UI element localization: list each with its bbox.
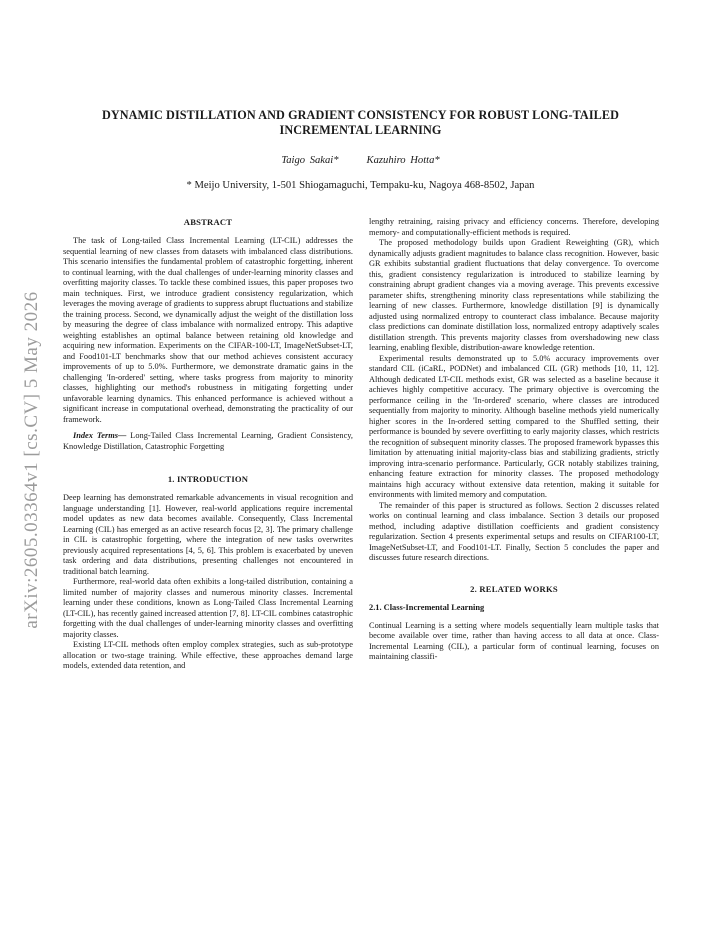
- arxiv-identifier: arXiv:2605.03364v1 [cs.CV] 5 May 2026: [21, 291, 42, 629]
- index-terms: [63, 431, 353, 452]
- author-list: [63, 155, 658, 166]
- body-paragraph: The proposed methodology builds upon Gradient Reweighting (GR), which dynamically adjusts gradient magnitudes to balance class recognition. However, basic GR exhibits substantial gradient fluctuations that delay convergence. To overcome this, gradient consistency regularization is introduced to stabilize learning by constraining abrupt gradient changes via a moving average. This prevents excessive parameter shifts, strengthening minority class representations while stabilizing the learning of new classes. Furthermore, knowledge distillation [9] is dynamically adjusted using normalized entropy to counteract class imbalance. Because majority class predictions can dominate distillation loss, normalized entropy adaptively scales distillation strength. This prevents majority classes from overshadowing new class learning, enabling flexible, distribution-aware knowledge retention.: [369, 238, 659, 352]
- paper-page: [63, 108, 659, 670]
- index-terms-label: Index Terms—: [73, 431, 127, 440]
- intro-paragraph: Furthermore, real-world data often exhibits a long-tailed distribution, containing a limited number of majority classes and numerous minority classes. Incremental learning under these conditions, known as Long-Tailed Class Incremental Learning (LT-CIL), has recently gained increased attention [7, 8]. LT-CIL combines catastrophic forgetting with the dual challenges of under-learning minority classes and overfitting majority classes.: [63, 577, 353, 639]
- intro-paragraph: Existing LT-CIL methods often employ complex strategies, such as sub-prototype allocation or two-stage training. While effective, these approaches demand large models, extended data retention, and: [63, 640, 353, 670]
- related-works-text: Continual Learning is a setting where models sequentially learn multiple tasks that become available over time, rather than having access to all data at once. Class-Incremental Learning (CIL), a particular form of continual learning, focuses on maintaining classifi-: [369, 620, 659, 661]
- body-paragraph: The remainder of this paper is structured as follows. Section 2 discusses related works on continual learning and class imbalance. Section 3 details our proposed method, including adaptive distillation coefficients and gradient consistency regularization. Section 4 presents experimental setups and results on CIFAR100-LT, ImageNetSubset-LT, and Food101-LT. Finally, Section 5 concludes the paper and discusses future research directions.: [369, 500, 659, 562]
- body-paragraph: lengthy retraining, raising privacy and efficiency concerns. Therefore, developing memory- and computationally-efficient methods is required.: [369, 217, 659, 237]
- author-name: Taigo Sakai*: [281, 155, 339, 166]
- affiliation: * Meijo University, 1-501 Shiogamaguchi, Tempaku-ku, Nagoya 468-8502, Japan: [186, 180, 535, 191]
- left-column: [63, 217, 353, 672]
- related-works-heading: 2. RELATED WORKS: [470, 583, 558, 594]
- author-name: Kazuhiro Hotta*: [366, 155, 440, 166]
- intro-paragraph: Deep learning has demonstrated remarkable advancements in visual recognition and language understanding [1]. However, real-world applications require incremental model updates as new data becomes available. Consequently, Class Incremental Learning (CIL) has emerged as an active research focus [2, 3]. The primary challenge in CIL is catastrophic forgetting, where the integration of new tasks overwrites previously acquired representations [4, 5, 6]. This problem is exacerbated by uneven task ordering and data distributions, presenting challenges not encountered in traditional batch learning.: [63, 493, 353, 576]
- paper-title: DYNAMIC DISTILLATION AND GRADIENT CONSISTENCY FOR ROBUST LONG-TAILED INCREMENTAL LEARNING: [101, 108, 620, 137]
- subsection-heading: 2.1. Class-Incremental Learning: [369, 602, 485, 612]
- introduction-heading: 1. INTRODUCTION: [167, 474, 249, 484]
- abstract-text: The task of Long-tailed Class Incremental Learning (LT-CIL) addresses the sequential learning of new classes from datasets with imbalanced class distributions. This scenario intensifies the fundamental problem of catastrophic forgetting, inherent to continual learning, with the dual challenges of under-learning minority classes and overfitting majority classes. To tackle these combined issues, this paper proposes two main techniques. First, we introduce gradient consistency regularization, which leverages the moving average of gradients to suppress abrupt fluctuations and stabilize the training process. Second, we dynamically adjust the weight of the distillation loss by measuring the degree of class imbalance with normalized entropy. This adaptive weighting establishes an optimal balance between retaining old knowledge and acquiring new information. Experiments on the CIFAR-100-LT, ImageNetSubset-LT, and Food101-LT benchmarks show that our method achieves consistent accuracy improvements of up to 5.0%. Furthermore, we demonstrate dramatic gains in the challenging 'In-ordered' setting, where tasks progress from majority to minority classes, highlighting our method's robustness in mitigating forgetting under unfavorable learning dynamics. This enhanced performance is achieved without a significant increase in computational overhead, demonstrating the practicality of our framework.: [63, 236, 353, 424]
- arxiv-sidebar-stamp: [10, 260, 54, 660]
- right-column: [369, 217, 659, 663]
- index-terms-text: Long-Tailed Class Incremental Learning, Gradient Consistency, Knowledge Distillation, Catastrophic Forgetting: [63, 431, 353, 451]
- body-paragraph: Experimental results demonstrated up to 5.0% accuracy improvements over standard CIL (iCaRL, PODNet) and imbalanced CIL (GR) methods [10, 11, 12]. Although dedicated LT-CIL methods exist, GR was selected as a baseline because it achieves highly competitive accuracy. The primary objective is overcoming the performance ceiling in the 'In-ordered' scenario, where classes are introduced sequentially from majority to minority. Although baseline methods yield numerically higher scores in the In-ordered setting compared to the Shuffled setting, their performance is bounded by severe overfitting to early majority classes, which restricts the recognition of subsequent minority classes. The proposed framework bypasses this limitation by attenuating initial majority-class bias and stabilizing gradients, strictly improving intra-scenario performance. Particularly, GCR notably stabilizes training, enhancing feature extraction for minority classes. The proposed methodology maintains high accuracy without extensive data retention, making it suitable for environments with limited memory and computation.: [369, 353, 659, 499]
- abstract-heading: ABSTRACT: [183, 217, 233, 227]
